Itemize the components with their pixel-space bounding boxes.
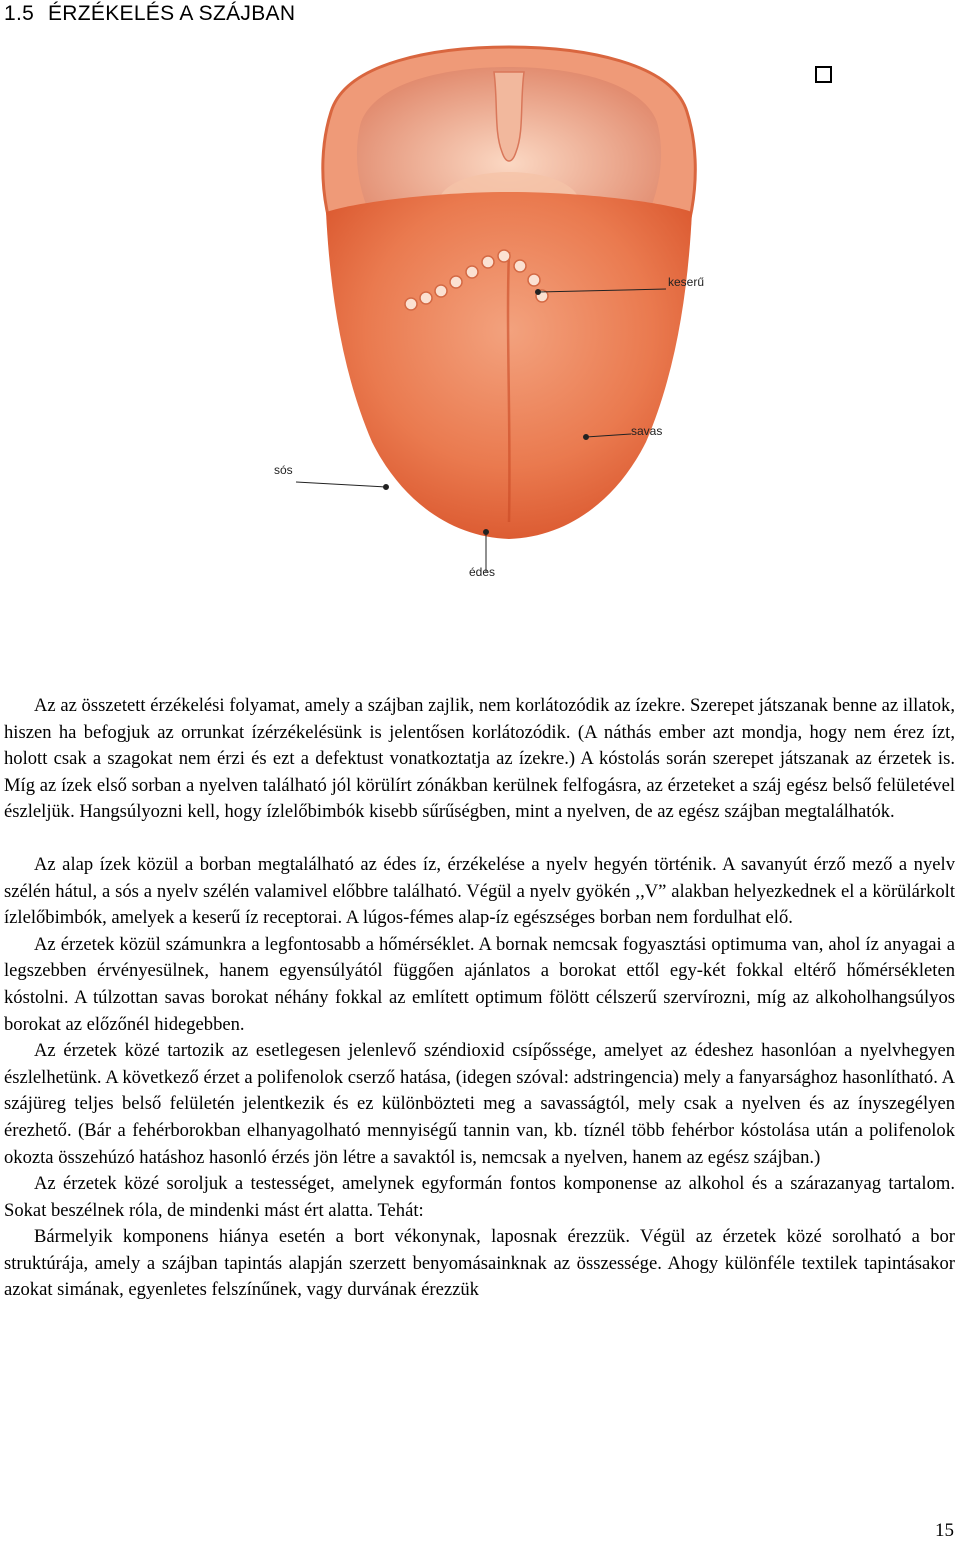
section-heading	[4, 2, 295, 26]
checkbox[interactable]	[815, 66, 832, 83]
paragraph: Az érzetek közé tartozik az esetlegesen jelenlevő széndioxid csípőssége, amelyet az édeshez hasonlóan a nyelvhegyen észlelhetünk. A következő érzet a polifenolok cserző hatása, (idegen szóval: adstringencia) mely a fanyarsághoz hasonlítható. A szájüreg teljes belső felületén jelentkezik és ez különbözteti meg a savasságtól, mely csak a nyelven és az ínyszegélyen érezhető. (Bár a fehérborokban elhanyagolható mennyiségű tannin van, kb. tíznél több fehérbor kóstolása után a polifenolok okozta összehúzó hatáshoz hasonló érzés jön létre a savaktól is, nemcsak a nyelven, hanem az egész szájban.)	[4, 1040, 955, 1168]
label-savas: savas	[631, 424, 663, 438]
paragraph: Az az összetett érzékelési folyamat, amely a szájban zajlik, nem korlátozódik az ízekre. Szerepet játszanak benne az illatok, hiszen ha befogjuk az orrunkat ízérzékelésünk is jelentősen korlátozódik. (A náthás ember azt mondja, hogy nem érez ízt, holott csak a szagokat nem érzi és ezt a defektust vonatkoztatja az ízekre.) A kóstolás során szerepet játszanak az érzetek is. Míg az ízek első sorban a nyelven található jól körülírt zónákban kerülnek felfogásra, az érzeteket a száj egész belső felületével észleljük. Hangsúlyozni kell, hogy ízlelőbimbók kisebb sűrűségben, mint a nyelven, de az egész szájban megtalálhatók.	[4, 695, 955, 823]
label-edes: édes	[469, 565, 496, 579]
label-keseru: keserű	[668, 275, 705, 289]
page-number: 15	[935, 1520, 954, 1541]
paragraph: Az érzetek közé soroljuk a testességet, amelynek egyformán fontos komponense az alkohol és a szárazanyag tartalom. Sokat beszélnek róla, de mindenki mást ért alatta. Tehát:	[4, 1173, 955, 1221]
paragraph: Bármelyik komponens hiánya esetén a bort vékonynak, laposnak érezzük. Végül az érzetek közé sorolható a bor struktúrája, amely a szájban tapintás alapján szerzett benyomásainknak az összessége. Ahogy különféle textilek tapintásakor azokat simának, egyenletes felszínűnek, vagy durvának érezzük	[4, 1226, 955, 1301]
section-title: ÉRZÉKELÉS A SZÁJBAN	[48, 2, 296, 25]
tongue-taste-map-figure	[236, 42, 782, 636]
tongue-illustration	[236, 42, 782, 636]
section-number: 1.5	[4, 2, 35, 25]
label-sos: sós	[274, 463, 293, 477]
body-text	[4, 693, 955, 1304]
paragraph: Az érzetek közül számunkra a legfontosabb a hőmérséklet. A bornak nemcsak fogyasztási optimuma van, ahol íz anyagai a legszebben érvényesülnek, hanem egyensúlyától függően ajánlatos a borokat ettől egy-két fokkal eltérő hőmérsékleten kóstolni. A túlzottan savas borokat néhány fokkal az említett optimum fölött célszerű szervírozni, míg az alkoholhangsúlyos borokat az előzőnél hidegebben.	[4, 933, 955, 1035]
paragraph: Az alap ízek közül a borban megtalálható az édes íz, érzékelése a nyelv hegyén történik. A savanyút érző mező a nyelv szélén hátul, a sós a nyelv szélén valamivel előbbre található. Végül a nyelv gyökén ,,V” alakban helyezkednek el a körülárkolt ízlelőbimbók, amelyek a keserű íz receptorai. A lúgos-fémes alap-íz egészséges borban nem fordulhat elő.	[4, 853, 955, 929]
